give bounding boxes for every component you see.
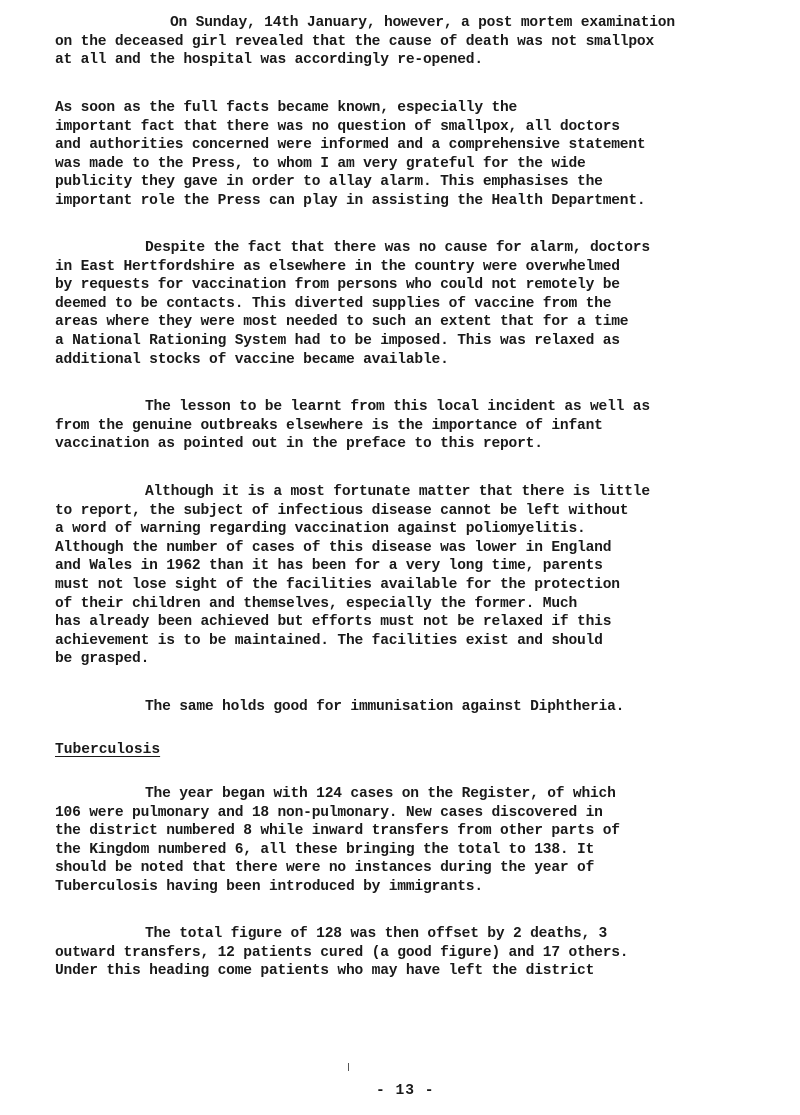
text-line: publicity they gave in order to allay alarm. This emphasises the — [55, 174, 603, 191]
paragraph-poliomyelitis — [55, 483, 650, 669]
text-line: outward transfers, 12 patients cured (a good figure) and 17 others. — [55, 944, 629, 961]
text-line: must not lose sight of the facilities available for the protection — [55, 576, 620, 593]
text-line: a word of warning regarding vaccination against poliomyelitis. — [55, 521, 586, 538]
text-line: deemed to be contacts. This diverted supplies of vaccine from the — [55, 295, 612, 312]
text-line: The lesson to be learnt from this local incident as well as — [145, 399, 650, 415]
text-line: from the genuine outbreaks elsewhere is the importance of infant — [55, 417, 603, 434]
text-line: The same holds good for immunisation against Diphtheria. — [145, 699, 625, 715]
paragraph-tuberculosis-register — [55, 785, 620, 897]
text-line: achievement is to be maintained. The facilities exist and should — [55, 632, 603, 649]
text-line: important fact that there was no question of smallpox, all doctors — [55, 118, 620, 135]
text-line: a National Rationing System had to be imposed. This was relaxed as — [55, 332, 620, 349]
text-line: and Wales in 1962 than it has been for a very long time, parents — [55, 558, 603, 575]
scan-mark — [348, 1063, 349, 1071]
paragraph-diphtheria — [55, 698, 624, 717]
text-line: of their children and themselves, especially the former. Much — [55, 595, 578, 612]
text-line: at all and the hospital was accordingly re-opened. — [55, 52, 483, 69]
text-line: Tuberculosis having been introduced by immigrants. — [55, 878, 483, 895]
text-line: to report, the subject of infectious disease cannot be left without — [55, 502, 629, 519]
text-line: 106 were pulmonary and 18 non-pulmonary. New cases discovered in — [55, 804, 603, 821]
text-line: be grasped. — [55, 651, 150, 668]
text-line: Under this heading come patients who may have left the district — [55, 963, 595, 980]
text-line: vaccination as pointed out in the preface to this report. — [55, 436, 543, 453]
paragraph-post-mortem — [55, 14, 675, 70]
text-line: was made to the Press, to whom I am very grateful for the wide — [55, 155, 586, 172]
text-line: and authorities concerned were informed and a comprehensive statement — [55, 137, 646, 154]
text-line: additional stocks of vaccine became available. — [55, 351, 449, 368]
text-line: should be noted that there were no instances during the year of — [55, 860, 595, 877]
text-line: The year began with 124 cases on the Register, of which — [145, 786, 616, 802]
text-line: on the deceased girl revealed that the cause of death was not smallpox — [55, 33, 655, 50]
text-line: areas where they were most needed to such an extent that for a time — [55, 314, 629, 331]
text-line: On Sunday, 14th January, however, a post mortem examination — [170, 15, 675, 31]
text-line: the Kingdom numbered 6, all these bringing the total to 138. It — [55, 841, 595, 858]
text-line: The total figure of 128 was then offset by 2 deaths, 3 — [145, 926, 608, 942]
paragraph-tuberculosis-offset — [55, 925, 628, 981]
text-line: important role the Press can play in assisting the Health Department. — [55, 192, 646, 209]
text-line: by requests for vaccination from persons who could not remotely be — [55, 277, 620, 294]
text-line: the district numbered 8 while inward transfers from other parts of — [55, 823, 620, 840]
text-line: Although the number of cases of this disease was lower in England — [55, 539, 612, 556]
page-number: - 13 - — [376, 1083, 435, 1099]
text-line: As soon as the full facts became known, especially the — [55, 100, 518, 116]
text-line: Despite the fact that there was no cause for alarm, doctors — [145, 240, 650, 256]
text-line: Although it is a most fortunate matter that there is little — [145, 484, 650, 500]
paragraph-lesson — [55, 398, 650, 454]
section-heading-tuberculosis: Tuberculosis — [55, 742, 161, 758]
text-line: in East Hertfordshire as elsewhere in the country were overwhelmed — [55, 258, 620, 275]
text-line: has already been achieved but efforts must not be relaxed if this — [55, 614, 612, 631]
paragraph-press — [55, 99, 645, 211]
paragraph-vaccination-requests — [55, 239, 650, 369]
